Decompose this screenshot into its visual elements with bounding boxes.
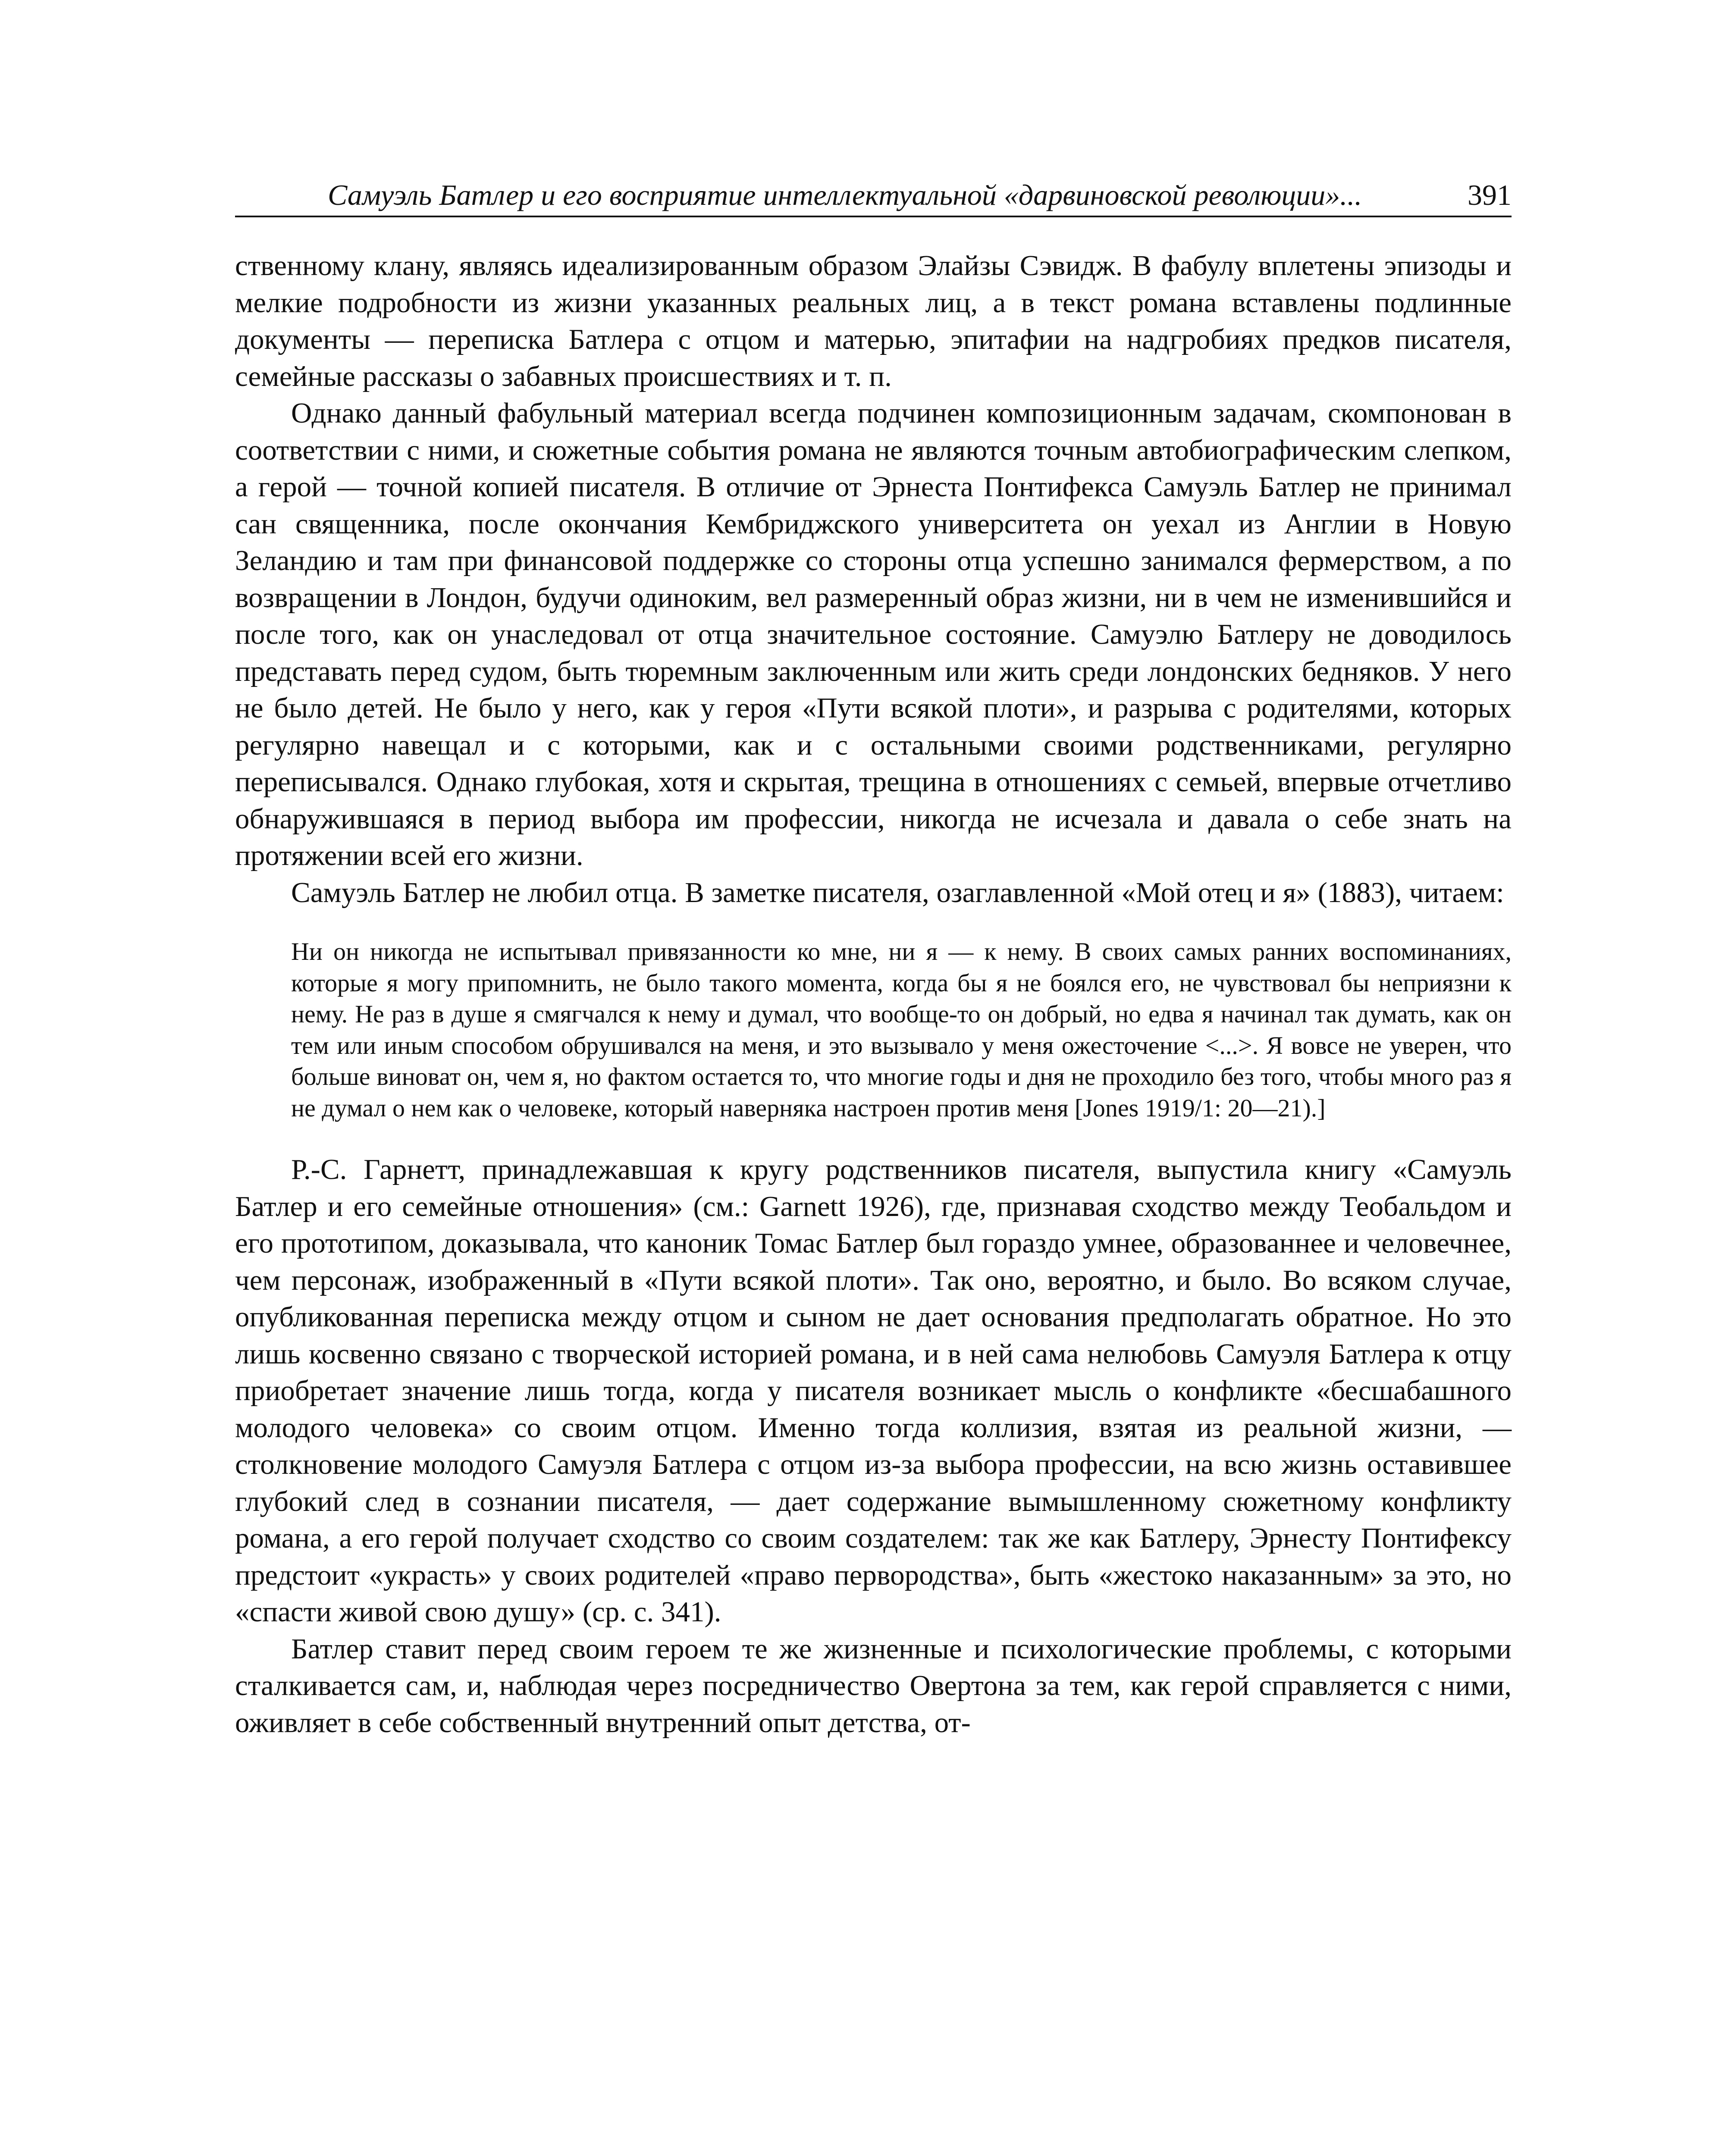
paragraph-1: ственному клану, являясь идеализированным образом Элайзы Сэвидж. В фабулу вплетены эпизоды и мелкие подробности из жизни указанных реальных лиц, а в текст романа вставлены подлинные документы — переписка Батлера с отцом и матерью, эпитафии на надгробиях предков писателя, семейные рассказы о забавных происшествиях и т. п. bbox=[235, 250, 1512, 392]
paragraph-3: Самуэль Батлер не любил отца. В заметке писателя, озаглавленной «Мой отец и я» (1883), читаем: bbox=[291, 876, 1504, 909]
running-header bbox=[235, 164, 1512, 217]
paragraph-2: Однако данный фабульный материал всегда подчинен композиционным задачам, скомпонован в соответствии с ними, и сюжетные события романа не являются точным автобиографическим слепком, а герой — точной копией писателя. В отличие от Эрнеста Понтифекса Самуэль Батлер не принимал сан священника, после окончания Кембриджского университета он уехал из Англии в Новую Зеландию и там при финансовой поддержке со стороны отца успешно занимался фермерством, а по возвращении в Лондон, будучи одиноким, вел размеренный образ жизни, ни в чем не изменившийся и после того, как он унаследовал от отца значительное состояние. Самуэлю Батлеру не доводилось представать перед судом, быть тюремным заключенным или жить среди лондонских бедняков. У него не было детей. Не было у него, как у героя «Пути всякой плоти», и разрыва с родителями, которых регулярно навещал и с которыми, как и с остальными своими родственниками, регулярно переписывался. Однако глубокая, хотя и скрытая, трещина в отношениях с семьей, впервые отчетливо обнаружившаяся в период выбора им профессии, никогда не исчезала и давала о себе знать на протяжении всей его жизни. bbox=[235, 397, 1512, 871]
paragraph-5: Батлер ставит перед своим героем те же жизненные и психологические проблемы, с которыми сталкивается сам, и, наблюдая через посредничество Овертона за тем, как герой справляется с ними, оживляет в себе собственный внутренний опыт детства, от- bbox=[235, 1633, 1512, 1739]
block-quote: Ни он никогда не испытывал привязанности ко мне, ни я — к нему. В своих самых ранних воспоминаниях, которые я могу припомнить, не было такого момента, когда бы я не боялся его, не чувствовал бы неприязни к нему. Не раз в душе я смягчался к нему и думал, что вообще-то он добрый, но едва я начинал так думать, как он тем или иным способом обрушивался на меня, и это вызывало у меня ожесточение <...>. Я вовсе не уверен, что больше виноват он, чем я, но фактом остается то, что многие годы и дня не проходило без того, чтобы много раз я не думал о нем как о человеке, который наверняка настроен против меня [Jones 1919/1: 20—21).] bbox=[291, 937, 1512, 1122]
paragraph-4: Р.-С. Гарнетт, принадлежавшая к кругу родственников писателя, выпустила книгу «Самуэль Батлер и его семейные отношения» (см.: Garnett 1926), где, признавая сходство между Теобальдом и его прототипом, доказывала, что каноник Томас Батлер был гораздо умнее, образованнее и человечнее, чем персонаж, изображенный в «Пути всякой плоти». Так оно, вероятно, и было. Во всяком случае, опубликованная переписка между отцом и сыном не дает основания предполагать обратное. Но это лишь косвенно связано с творческой историей романа, и в ней сама нелюбовь Самуэля Батлера к отцу приобретает значение лишь тогда, когда у писателя возникает мысль о конфликте «бесшабашного молодого человека» со своим отцом. Именно тогда коллизия, взятая из реальной жизни, — столкновение молодого Самуэля Батлера с отцом из-за выбора профессии, на всю жизнь оставившее глубокий след в сознании писателя, — дает содержание вымышленному сюжетному конфликту романа, а его герой получает сходство со своим создателем: так же как Батлеру, Эрнесту Понтифексу предстоит «украсть» у своих родителей «право первородства», быть «жестоко наказанным» за это, но «спасти живой свою душу» (ср. с. 341). bbox=[235, 1153, 1512, 1628]
page-body bbox=[235, 248, 1512, 1741]
page-number: 391 bbox=[1468, 179, 1512, 211]
running-title: Самуэль Батлер и его восприятие интеллектуальной «дарвиновской революции»... bbox=[328, 179, 1362, 211]
book-page bbox=[235, 164, 1512, 1741]
